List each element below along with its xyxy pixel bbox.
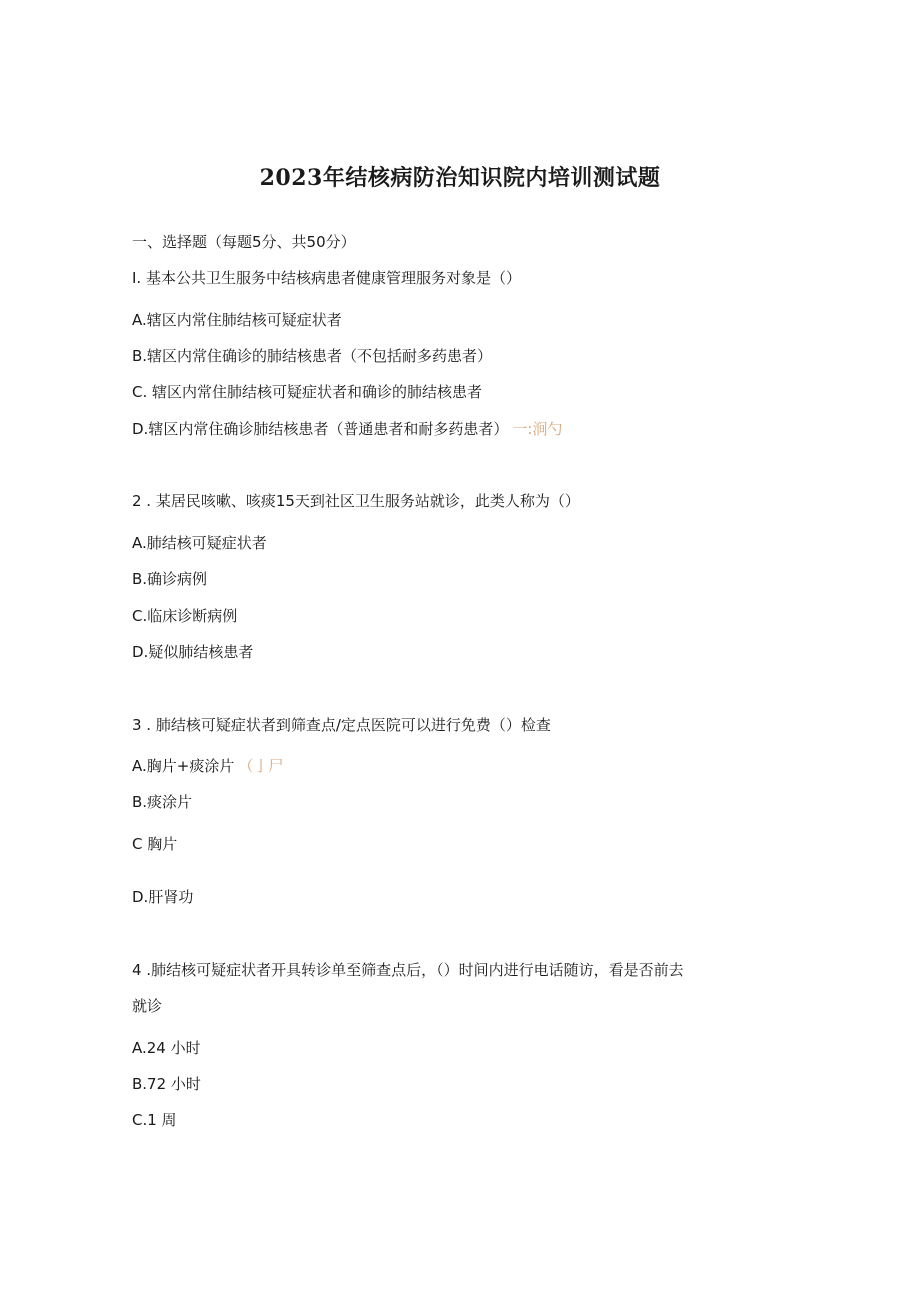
document-title: 2023年结核病防治知识院内培训测试题: [259, 165, 661, 191]
question-1-option-d-row: [132, 418, 562, 440]
question-1-option-c: C. 辖区内常住肺结核可疑症状者和确诊的肺结核患者: [132, 383, 483, 401]
question-2-option-b: B.确诊病例: [132, 570, 208, 588]
question-1-option-a: A.辖区内常住肺结核可疑症状者: [132, 311, 342, 329]
question-3-handwritten-mark: （亅尸: [238, 757, 284, 775]
question-2-option-a: A.肺结核可疑症状者: [132, 534, 267, 552]
question-4-stem-line-2: 就诊: [132, 997, 163, 1015]
question-2-stem: 2 . 某居民咳嗽、咳痰15天到社区卫生服务站就诊，此类人称为（）: [132, 492, 580, 510]
question-2-option-d: D.疑似肺结核患者: [132, 643, 254, 661]
question-1-option-b: B.辖区内常住确诊的肺结核患者（不包括耐多药患者）: [132, 347, 493, 365]
question-3-stem: 3 . 肺结核可疑症状者到筛查点/定点医院可以进行免费（）检查: [132, 716, 551, 734]
section-heading: 一、选择题（每题5分、共50分）: [132, 233, 356, 251]
question-1-stem: I. 基本公共卫生服务中结核病患者健康管理服务对象是（）: [132, 269, 521, 287]
question-2-option-c: C.临床诊断病例: [132, 607, 238, 625]
question-4-option-a: A.24 小时: [132, 1039, 201, 1057]
question-3-option-b: B.痰涂片: [132, 793, 193, 811]
question-4-option-b: B.72 小时: [132, 1075, 201, 1093]
question-1-handwritten-mark: 一:涧勺: [512, 420, 563, 438]
question-3-option-c: C 胸片: [132, 835, 178, 853]
question-3-option-a-row: [132, 755, 283, 777]
question-4-stem-line-1: 4 .肺结核可疑症状者开具转诊单至筛查点后，（）时间内进行电话随访，看是否前去: [132, 961, 684, 979]
question-3-option-a: A.胸片+痰涂片: [132, 757, 235, 775]
question-3-option-d: D.肝肾功: [132, 888, 194, 906]
question-1-option-d: D.辖区内常住确诊肺结核患者（普通患者和耐多药患者）: [132, 420, 509, 438]
question-4-option-c: C.1 周: [132, 1111, 177, 1129]
